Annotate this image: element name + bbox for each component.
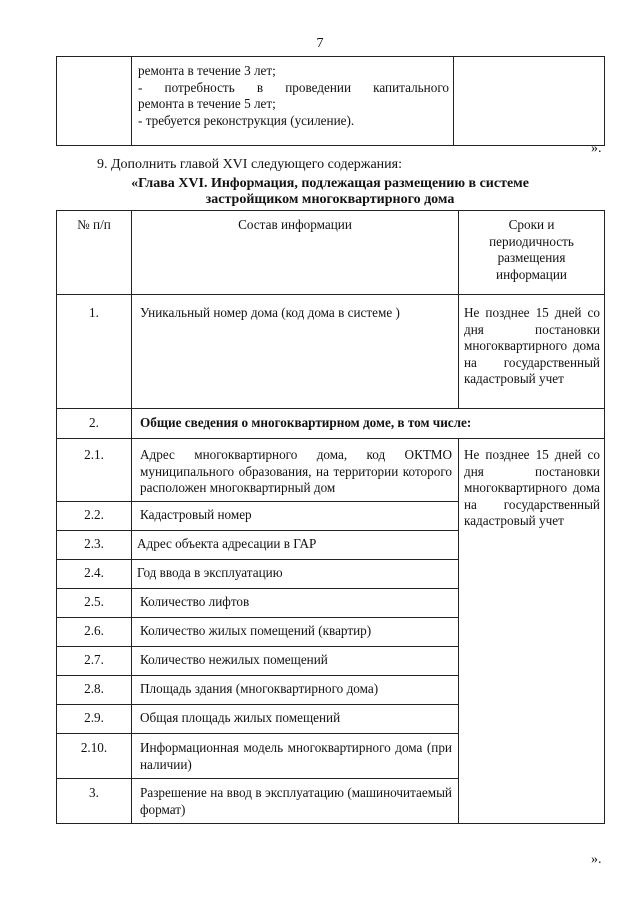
- continuation-number-cell: [57, 57, 132, 146]
- row-number: 2.9.: [57, 705, 132, 734]
- row-number: 2.7.: [57, 647, 132, 676]
- continuation-line: - потребность в проведении капитального: [138, 79, 449, 95]
- header-terms: Сроки и периодичность размещения информации: [459, 211, 605, 295]
- row-number: 2.4.: [57, 560, 132, 589]
- continuation-line: ремонта в течение 3 лет;: [138, 63, 276, 78]
- row-content: Год ввода в эксплуатацию: [132, 560, 459, 589]
- row-number: 3.: [57, 779, 132, 824]
- row-number: 2.6.: [57, 618, 132, 647]
- row-content: Количество жилых помещений (квартир): [132, 618, 459, 647]
- row-content: Общая площадь жилых помещений: [132, 705, 459, 734]
- row-number: 1.: [57, 295, 132, 409]
- row-number: 2.: [57, 409, 132, 439]
- row-content: Адрес объекта адресации в ГАР: [132, 531, 459, 560]
- header-number: № п/п: [57, 211, 132, 295]
- continuation-line: ремонта в течение 5 лет;: [138, 96, 276, 111]
- paragraph-9: 9. Дополнить главой XVI следующего содержания:: [97, 157, 402, 172]
- row-content: Разрешение на ввод в эксплуатацию (машиночитаемый формат): [132, 779, 459, 824]
- continuation-table: [56, 56, 605, 146]
- page-number: 7: [316, 36, 324, 51]
- chapter-title-line-2: застройщиком многоквартирного дома: [205, 192, 455, 207]
- information-table: [56, 210, 605, 824]
- table-row: [57, 409, 605, 439]
- table-row: [57, 439, 605, 502]
- row-number: 2.3.: [57, 531, 132, 560]
- row-content: Адрес многоквартирного дома, код ОКТМО муниципального образования, на территории которого расположен многоквартирный дом: [132, 439, 459, 502]
- continuation-content-cell: [132, 57, 454, 146]
- continuation-row: [57, 57, 605, 146]
- closing-quote: ».: [591, 852, 602, 867]
- chapter-title-line-1: «Глава XVI. Информация, подлежащая размещению в системе: [131, 176, 529, 191]
- continuation-line: - требуется реконструкция (усиление).: [138, 112, 355, 128]
- row-content: Кадастровый номер: [132, 502, 459, 531]
- row-content: Информационная модель многоквартирного дома (при наличии): [132, 734, 459, 779]
- row-number: 2.2.: [57, 502, 132, 531]
- row-number: 2.5.: [57, 589, 132, 618]
- row-number: 2.8.: [57, 676, 132, 705]
- row-number: 2.10.: [57, 734, 132, 779]
- row-content: Общие сведения о многоквартирном доме, в том числе:: [132, 409, 605, 439]
- row-content: Количество лифтов: [132, 589, 459, 618]
- row-number: 2.1.: [57, 439, 132, 502]
- header-content: Состав информации: [132, 211, 459, 295]
- continuation-terms-cell: [454, 57, 605, 146]
- table-row: [57, 295, 605, 409]
- row-content: Количество нежилых помещений: [132, 647, 459, 676]
- row-content: Уникальный номер дома (код дома в системе ): [132, 295, 459, 409]
- row-terms: Не позднее 15 дней со дня постановки многоквартирного дома на государственный кадастровый учет: [459, 295, 605, 409]
- table-header-row: [57, 211, 605, 295]
- row-content: Площадь здания (многоквартирного дома): [132, 676, 459, 705]
- group-terms: Не позднее 15 дней со дня постановки многоквартирного дома на государственный кадастровый учет: [459, 439, 605, 824]
- chapter-title: [56, 176, 604, 208]
- closing-quote: ».: [591, 141, 602, 156]
